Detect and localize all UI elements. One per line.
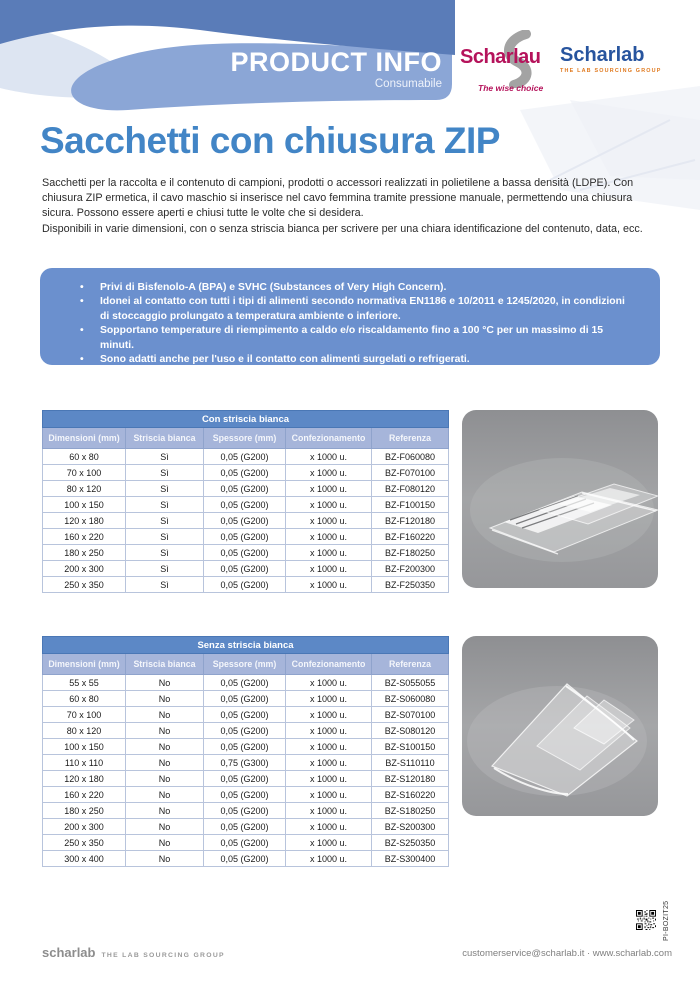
table-cell: No [126, 803, 204, 819]
table-cell: 80 x 120 [43, 481, 126, 497]
table-cell: 0,05 (G200) [204, 771, 286, 787]
table-cell: No [126, 819, 204, 835]
table-cell: BZ-F160220 [372, 529, 449, 545]
table-cell: 0,05 (G200) [204, 545, 286, 561]
table-senza-striscia-bianca [42, 636, 448, 867]
table-cell: BZ-S100150 [372, 739, 449, 755]
table-cell: BZ-F060080 [372, 449, 449, 465]
table-cell: 60 x 80 [43, 691, 126, 707]
table-row [43, 513, 449, 529]
table-cell: 0,05 (G200) [204, 481, 286, 497]
table-cell: BZ-F080120 [372, 481, 449, 497]
table-cell: x 1000 u. [286, 449, 372, 465]
table-cell: No [126, 787, 204, 803]
table-cell: Sì [126, 497, 204, 513]
table-cell: BZ-F180250 [372, 545, 449, 561]
table-cell: BZ-F250350 [372, 577, 449, 593]
table-cell: x 1000 u. [286, 577, 372, 593]
table-cell: 0,05 (G200) [204, 787, 286, 803]
table-cell: 160 x 220 [43, 787, 126, 803]
table-row [43, 481, 449, 497]
table-row [43, 739, 449, 755]
table-cell: BZ-F120180 [372, 513, 449, 529]
table-cell: No [126, 739, 204, 755]
table-cell: No [126, 691, 204, 707]
table-cell: 120 x 180 [43, 771, 126, 787]
product-photo-senza-striscia [462, 636, 658, 816]
table-cell: x 1000 u. [286, 771, 372, 787]
column-header: Striscia bianca [126, 428, 204, 449]
table-cell: No [126, 851, 204, 867]
scharlau-wordmark: Scharlau [460, 46, 541, 68]
feature-item: • Idonei al contatto con tutti i tipi di alimenti secondo normativa EN1186 e 10/2011 e 1245/2020, in condizioni di stoccaggio prolungato a temperatura ambiente o inferiore. [74, 295, 630, 324]
table-cell: 300 x 400 [43, 851, 126, 867]
table-cell: 250 x 350 [43, 835, 126, 851]
table-cell: 120 x 180 [43, 513, 126, 529]
table-row [43, 497, 449, 513]
table-cell: No [126, 835, 204, 851]
table-row [43, 723, 449, 739]
product-photo-con-striscia [462, 410, 658, 588]
table-cell: 0,05 (G200) [204, 497, 286, 513]
column-header: Spessore (mm) [204, 428, 286, 449]
scharlau-tagline: The wise choice [478, 83, 544, 93]
table-row [43, 707, 449, 723]
table-cell: 0,75 (G300) [204, 755, 286, 771]
table-row [43, 675, 449, 691]
table-row [43, 449, 449, 465]
qr-code [636, 910, 656, 930]
table-cell: 0,05 (G200) [204, 449, 286, 465]
table-cell: 0,05 (G200) [204, 835, 286, 851]
table-cell: No [126, 707, 204, 723]
footer-logo-tagline: THE LAB SOURCING GROUP [101, 952, 225, 959]
table-cell: 0,05 (G200) [204, 707, 286, 723]
table-row [43, 545, 449, 561]
table-cell: BZ-S120180 [372, 771, 449, 787]
table-header-row [43, 428, 449, 449]
column-header: Spessore (mm) [204, 654, 286, 675]
features-box [40, 268, 660, 365]
table-cell: BZ-F200300 [372, 561, 449, 577]
table-cell: 0,05 (G200) [204, 691, 286, 707]
table-cell: 180 x 250 [43, 803, 126, 819]
table-cell: BZ-S080120 [372, 723, 449, 739]
table-cell: x 1000 u. [286, 561, 372, 577]
table-title: Senza striscia bianca [43, 637, 449, 654]
table-cell: x 1000 u. [286, 787, 372, 803]
table-cell: 110 x 110 [43, 755, 126, 771]
table-cell: x 1000 u. [286, 513, 372, 529]
table-cell: BZ-F100150 [372, 497, 449, 513]
table-title: Con striscia bianca [43, 411, 449, 428]
table-cell: 70 x 100 [43, 465, 126, 481]
table-cell: BZ-S180250 [372, 803, 449, 819]
table-cell: Sì [126, 449, 204, 465]
column-header: Confezionamento [286, 428, 372, 449]
table-cell: No [126, 771, 204, 787]
table-cell: 0,05 (G200) [204, 819, 286, 835]
table-cell: 0,05 (G200) [204, 465, 286, 481]
table-row [43, 691, 449, 707]
table-cell: BZ-S160220 [372, 787, 449, 803]
features-list [74, 281, 630, 367]
table-cell: x 1000 u. [286, 691, 372, 707]
scharlab-tagline: THE LAB SOURCING GROUP [560, 68, 662, 74]
table-cell: BZ-F070100 [372, 465, 449, 481]
table-row [43, 465, 449, 481]
table-cell: 0,05 (G200) [204, 513, 286, 529]
footer-contact [462, 948, 672, 959]
table-cell: BZ-S250350 [372, 835, 449, 851]
table-cell: 70 x 100 [43, 707, 126, 723]
table-cell: x 1000 u. [286, 497, 372, 513]
table-cell: x 1000 u. [286, 803, 372, 819]
table-row [43, 835, 449, 851]
table-cell: 100 x 150 [43, 497, 126, 513]
table-cell: No [126, 723, 204, 739]
table-cell: 100 x 150 [43, 739, 126, 755]
table-cell: x 1000 u. [286, 545, 372, 561]
column-header: Confezionamento [286, 654, 372, 675]
intro-paragraph-2: Disponibili in varie dimensioni, con o senza striscia bianca per scrivere per una chiara identificazione del contenuto, data, ecc. [42, 222, 643, 235]
table-row [43, 787, 449, 803]
table-cell: x 1000 u. [286, 465, 372, 481]
column-header: Striscia bianca [126, 654, 204, 675]
table-title-row [43, 637, 449, 654]
table-cell: 200 x 300 [43, 819, 126, 835]
feature-item: • Privi di Bisfenolo-A (BPA) e SVHC (Substances of Very High Concern). [74, 281, 630, 295]
table-cell: 0,05 (G200) [204, 577, 286, 593]
table-row [43, 577, 449, 593]
table-cell: 180 x 250 [43, 545, 126, 561]
table-cell: Sì [126, 577, 204, 593]
table-cell: 55 x 55 [43, 675, 126, 691]
table-cell: BZ-S110110 [372, 755, 449, 771]
table-row [43, 851, 449, 867]
column-header: Dimensioni (mm) [43, 428, 126, 449]
table-cell: 200 x 300 [43, 561, 126, 577]
table-cell: x 1000 u. [286, 739, 372, 755]
table-cell: 250 x 350 [43, 577, 126, 593]
table-cell: x 1000 u. [286, 723, 372, 739]
banner-subtitle: Consumabile [374, 78, 442, 90]
scharlab-wordmark: Scharlab [560, 44, 645, 66]
table-cell: Sì [126, 561, 204, 577]
table-cell: 0,05 (G200) [204, 561, 286, 577]
table-cell: x 1000 u. [286, 529, 372, 545]
column-header: Dimensioni (mm) [43, 654, 126, 675]
table-cell: 0,05 (G200) [204, 851, 286, 867]
table-cell: 0,05 (G200) [204, 723, 286, 739]
intro-paragraph-1: Sacchetti per la raccolta e il contenuto di campioni, prodotti o accessori realizzati in polietilene a bassa densità (LDPE). Con chiusura ZIP ermetica, il cavo maschio si inserisce nel cavo femmina tramite pressione manuale, permettendo una chiusura sicura. Possono essere aperti e chiusi tutte le volte che si desidera. [42, 177, 634, 220]
footer-logo [42, 944, 225, 962]
table-cell: x 1000 u. [286, 851, 372, 867]
footer-separator: · [586, 948, 591, 959]
table-title-row [43, 411, 449, 428]
table-cell: BZ-S060080 [372, 691, 449, 707]
feature-item: • Sono adatti anche per l'uso e il contatto con alimenti surgelati o refrigerati. [74, 353, 630, 367]
table-cell: BZ-S300400 [372, 851, 449, 867]
table-cell: Sì [126, 481, 204, 497]
intro-text [42, 176, 666, 237]
table-row [43, 755, 449, 771]
table-cell: Sì [126, 513, 204, 529]
column-header: Referenza [372, 428, 449, 449]
table-row [43, 803, 449, 819]
table-cell: 0,05 (G200) [204, 739, 286, 755]
table-cell: x 1000 u. [286, 481, 372, 497]
table-cell: 0,05 (G200) [204, 529, 286, 545]
table-cell: Sì [126, 545, 204, 561]
table-cell: 160 x 220 [43, 529, 126, 545]
table-cell: Sì [126, 465, 204, 481]
table-cell: 80 x 120 [43, 723, 126, 739]
table-cell: x 1000 u. [286, 755, 372, 771]
banner-title: PRODUCT INFO [230, 47, 442, 77]
feature-item: • Sopportano temperature di riempimento a caldo e/o riscaldamento fino a 100 °C per un massimo di 15 minuti. [74, 324, 630, 353]
table-cell: 60 x 80 [43, 449, 126, 465]
table-cell: BZ-S055055 [372, 675, 449, 691]
table-cell: BZ-S070100 [372, 707, 449, 723]
table-cell: x 1000 u. [286, 707, 372, 723]
document-code: PI-BOZIT25 [663, 900, 670, 941]
scharlau-logo [458, 28, 568, 98]
scharlab-logo [560, 44, 690, 84]
table-cell: 0,05 (G200) [204, 675, 286, 691]
table-cell: x 1000 u. [286, 819, 372, 835]
column-header: Referenza [372, 654, 449, 675]
table-header-row [43, 654, 449, 675]
table-row [43, 771, 449, 787]
table-con-striscia-bianca [42, 410, 448, 593]
footer-email-link[interactable]: customerservice@scharlab.it [462, 948, 585, 959]
footer-website-link[interactable]: www.scharlab.com [592, 948, 672, 959]
table-row [43, 819, 449, 835]
table-cell: No [126, 675, 204, 691]
table-row [43, 529, 449, 545]
footer-logo-wordmark: scharlab [42, 945, 96, 960]
page-title: Sacchetti con chiusura ZIP [40, 120, 500, 161]
table-cell: x 1000 u. [286, 835, 372, 851]
table-cell: BZ-S200300 [372, 819, 449, 835]
table-cell: x 1000 u. [286, 675, 372, 691]
table-cell: 0,05 (G200) [204, 803, 286, 819]
table-row [43, 561, 449, 577]
table-cell: Sì [126, 529, 204, 545]
table-cell: No [126, 755, 204, 771]
